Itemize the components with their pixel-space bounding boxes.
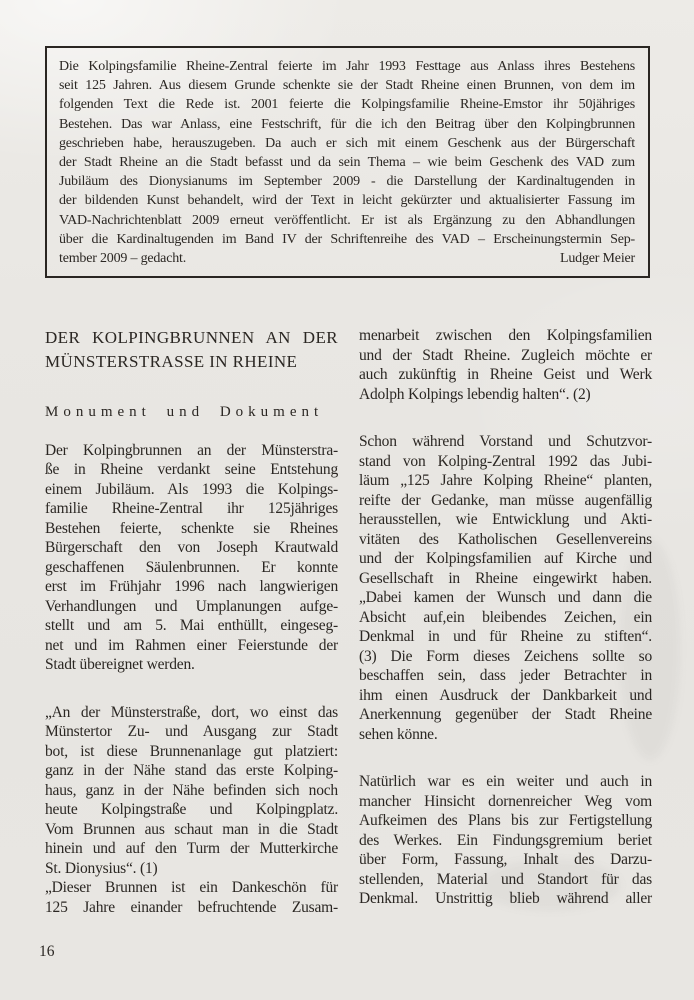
paragraph bbox=[359, 432, 652, 744]
text-line: Die Kolpingsfamilie Rheine-Zentral feierte im Jahr 1993 Festtage aus Anlass ihres Bestehens bbox=[59, 59, 635, 74]
text-line: stellenden, Material und Standort für das bbox=[359, 870, 652, 888]
text-line: der bildenden Kunst behandelt, wird der Text in leicht gekürzter und aktualisierter Fassung im bbox=[59, 193, 635, 209]
text-line: mancher Hinsicht dornenreicher Weg vom bbox=[359, 792, 652, 810]
article-title-line: MÜNSTERSTRASSE IN RHEINE bbox=[45, 352, 298, 371]
article-title-line: DER KOLPINGBRUNNEN AN DER bbox=[45, 328, 338, 347]
text-line: und der Stadt Rheine. Zugleich möchte er bbox=[359, 346, 652, 364]
text-line: familie Rheine-Zentral ihr 125jähriges bbox=[45, 500, 338, 517]
left-column-text bbox=[45, 441, 338, 918]
text-line: seit 125 Jahren. Aus diesem Grunde schenkte sie der Stadt Rheine einen Brunnen, von dem im bbox=[59, 78, 635, 94]
text-line: geschaffenen Säulenbrunnen. Er konnte bbox=[45, 558, 338, 576]
intro-box bbox=[45, 46, 650, 278]
text-line: einem Jubiläum. Als 1993 die Kolpings- bbox=[45, 480, 338, 498]
text-line: herausstellen, wie Entwicklung und Akti- bbox=[359, 511, 652, 528]
text-line: Jubiläum des Dionysianums im September 2009 - die Darstellung der Kardinaltugenden in bbox=[59, 174, 635, 190]
text-line: ße in Rheine verdankt seine Entstehung bbox=[45, 461, 338, 478]
text-line: Vom Brunnen aus schaut man in die Stadt bbox=[45, 820, 338, 838]
text-line: ihm einen Ausdruck der Dankbarkeit und bbox=[359, 686, 652, 704]
text-line: auch zukünftig in Rheine Geist und Werk bbox=[359, 366, 652, 383]
text-line: Verhandlungen und Umplanungen aufge- bbox=[45, 597, 338, 615]
article-title bbox=[45, 326, 338, 374]
article-body bbox=[45, 326, 652, 917]
text-line: ganz in der Nähe stand das erste Kolping- bbox=[45, 762, 338, 779]
text-line: Adolph Kolpings lebendig halten“. (2) bbox=[359, 385, 591, 403]
text-line: der Stadt Rheine an die Stadt befasst und da sein Thema – wie beim Geschenk des VAD zum bbox=[59, 155, 635, 171]
text-line: des Werkes. Ein Findungsgremium beriet bbox=[359, 831, 652, 849]
text-line: heute Kolpingstraße und Kolpingplatz. bbox=[45, 801, 338, 818]
text-line: Bestehen feierte, schenkte sie Rheines bbox=[45, 519, 338, 537]
text-line: net und im Rahmen einer Feierstunde der bbox=[45, 636, 338, 654]
paragraph bbox=[45, 703, 338, 879]
intro-box-last-line: tember 2009 – gedacht. bbox=[59, 251, 187, 267]
text-line: erst im Frühjahr 1996 nach langwierigen bbox=[45, 578, 338, 595]
left-column bbox=[45, 326, 338, 917]
text-line: „Dabei kamen der Wunsch und dann die bbox=[359, 589, 652, 606]
text-line: vitäten des Katholischen Gesellenvereins bbox=[359, 530, 652, 548]
text-line: Aufkeimen des Plans bis zur Fertigstellung bbox=[359, 812, 652, 829]
text-line: Anerkennung gegenüber der Stadt Rheine bbox=[359, 706, 652, 723]
text-line: menarbeit zwischen den Kolpingsfamilien bbox=[359, 327, 652, 344]
text-line: stand von Kolping-Zentral 1992 das Jubi- bbox=[359, 452, 652, 470]
paragraph bbox=[59, 57, 635, 249]
text-line: „Dieser Brunnen ist ein Dankeschön für bbox=[45, 879, 338, 896]
paragraph bbox=[359, 772, 652, 909]
text-line: geschrieben habe, herauszugeben. Da auch er sich mit einem Geschenk aus der Bürgerschaft bbox=[59, 135, 635, 151]
intro-box-text bbox=[59, 57, 635, 249]
paragraph bbox=[45, 441, 338, 675]
text-line: sehen könne. bbox=[359, 725, 438, 743]
text-line: Der Kolpingbrunnen an der Münsterstra- bbox=[45, 441, 338, 459]
text-line: Bürgerschaft den von Joseph Krautwald bbox=[45, 539, 338, 556]
article-subtitle: Monument und Dokument bbox=[45, 404, 324, 420]
text-line: hinein und auf den Turm der Mutterkirche bbox=[45, 840, 338, 857]
text-line: reifte der Gedanke, man müsse augenfällig bbox=[359, 491, 652, 509]
paragraph bbox=[359, 326, 652, 404]
intro-box-last-row bbox=[59, 249, 635, 268]
paragraph bbox=[45, 878, 338, 917]
right-column-text bbox=[359, 326, 652, 909]
text-line: Stadt übereignet werden. bbox=[45, 656, 195, 673]
text-line: Denkmal. Unstrittig blieb während aller bbox=[359, 890, 652, 907]
text-line: St. Dionysius“. (1) bbox=[45, 859, 158, 877]
text-line: über die Kardinaltugenden im Band IV der Schriftenreihe des VAD – Erscheinungstermin Sep- bbox=[59, 231, 635, 247]
text-line: (3) Die Form dieses Zeichens sollte so bbox=[359, 647, 652, 665]
text-line: stellt und am 5. Mai enthüllt, eingeseg- bbox=[45, 617, 338, 634]
text-line: VAD-Nachrichtenblatt 2009 erneut veröffentlicht. Er ist als Ergänzung zu den Abhandlungen bbox=[59, 212, 635, 228]
text-line: Bestehen. Das war Anlass, eine Festschrift, für die ich den Beitrag über den Kolpingbrunnen bbox=[59, 116, 635, 132]
text-line: und der Kolpingsfamilien auf Kirche und bbox=[359, 550, 652, 567]
text-line: Denkmal in und für Rheine zu stiften“. bbox=[359, 628, 652, 645]
text-line: Münstertor Zu- und Ausgang zur Stadt bbox=[45, 723, 338, 740]
text-line: folgenden Text die Rede ist. 2001 feierte die Kolpingsfamilie Rheine-Emstor ihr 50jähriges bbox=[59, 97, 635, 113]
text-line: „An der Münsterstraße, dort, wo einst das bbox=[45, 703, 338, 721]
text-line: bot, ist diese Brunnenanlage gut platziert: bbox=[45, 742, 338, 760]
text-line: läum „125 Jahre Kolping Rheine“ planten, bbox=[359, 472, 652, 489]
text-line: 125 Jahre einander befruchtende Zusam- bbox=[45, 898, 338, 916]
text-line: haus, ganz in der Nähe befinden sich noch bbox=[45, 781, 338, 799]
text-line: Absicht auf,ein bleibendes Zeichen, ein bbox=[359, 608, 652, 626]
right-column bbox=[359, 326, 652, 917]
text-line: Natürlich war es ein weiter und auch in bbox=[359, 773, 652, 790]
author-signature: Ludger Meier bbox=[560, 251, 635, 267]
text-line: Gesellschaft in Rheine eingewirkt haben. bbox=[359, 569, 652, 587]
text-line: Schon während Vorstand und Schutzvor- bbox=[359, 433, 652, 450]
text-line: über Form, Fassung, Inhalt des Darzu- bbox=[359, 851, 652, 868]
text-line: beschaffen sein, dass jeder Betrachter in bbox=[359, 667, 652, 684]
page-number: 16 bbox=[39, 943, 55, 960]
